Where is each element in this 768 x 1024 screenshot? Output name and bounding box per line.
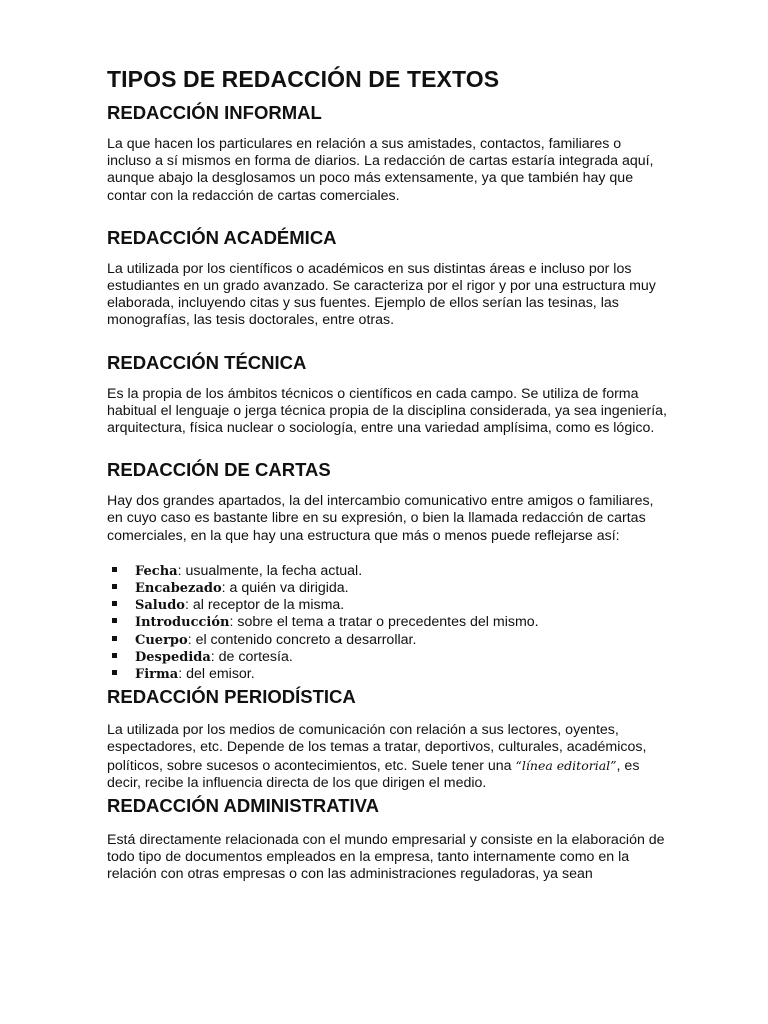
bullet-icon [112,618,117,623]
list-item-text: : usualmente, la fecha actual. [177,562,363,579]
document-title: TIPOS DE REDACCIÓN DE TEXTOS [107,66,500,92]
list-item-term: Introducción [135,615,230,631]
list-item [112,580,667,597]
section-cartas [107,459,667,683]
list-item [112,597,667,614]
bullet-icon [112,567,117,572]
section-heading: REDACCIÓN TÉCNICA [107,351,307,373]
section-tecnica [107,352,667,438]
list-item [112,649,667,666]
list-item-text: : de cortesía. [210,648,293,665]
section-informal [107,102,667,205]
bullet-icon [112,653,117,658]
section-academica [107,227,667,330]
list-item [112,614,667,631]
section-body: La que hacen los particulares en relación a sus amistades, contactos, familiares o incluso a sí mismos en forma de diarios. La redacción de cartas estaría integrada aquí, aunque abajo la desglosamos un poco más extensamente, ya que también hay que contar con la redacción de cartas comerciales. [107,136,654,204]
section-periodistica [107,686,667,792]
list-item-term: Saludo [135,598,185,614]
bullet-icon [112,601,117,606]
list-item-text: : al receptor de la misma. [184,597,345,614]
list-item-term: Firma [135,667,179,683]
list-item-text: : el contenido concreto a desarrollar. [187,631,417,648]
section-heading: REDACCIÓN ADMINISTRATIVA [107,795,380,817]
document-page [107,64,667,906]
section-heading: REDACCIÓN ACADÉMICA [107,226,337,248]
list-item-term: Cuerpo [135,632,188,648]
section-heading: REDACCIÓN PERIODÍSTICA [107,686,356,708]
section-body-text: La utilizada por los medios de comunicación con relación a sus lectores, oyentes, espectadores, etc. Depende de los temas a tratar, deportivos, culturales, académicos, políticos, sobre sucesos o acontecimientos, etc. Suele tener una [107,722,647,774]
list-item [112,632,667,649]
section-body: Está directamente relacionada con el mundo empresarial y consiste en la elaboración de todo tipo de documentos empleados en la empresa, tanto internamente como en la relación con otras empresas o con las administraciones reguladoras, ya sean [107,832,665,883]
list-item-text: : del emisor. [178,666,255,683]
section-body: La utilizada por los científicos o académicos en sus distintas áreas e incluso por los estudiantes en un grado avanzado. Se caracteriza por el rigor y por una estructura muy elaborada, incluyendo citas y sus fuentes. Ejemplo de ellos serían las tesinas, las monografías, las tesis doctorales, entre otras. [107,260,656,329]
section-body: Hay dos grandes apartados, la del intercambio comunicativo entre amigos o familiares, en cuyo caso es bastante libre en su expresión, o bien la llamada redacción de cartas comerciales, en la que hay una estructura que más o menos puede reflejarse así: [107,493,654,544]
section-administrativa [107,795,667,884]
bullet-icon [112,636,117,641]
section-body [107,722,667,792]
list-item [112,563,667,580]
list-item-text: : sobre el tema a tratar o precedentes del mismo. [229,614,539,631]
section-heading: REDACCIÓN DE CARTAS [107,459,331,481]
letter-structure-list [107,563,667,683]
section-body-text: , es decir, recibe la influencia directa de los que dirigen el medio. [107,757,640,791]
list-item-term: Fecha [135,563,178,579]
list-item-term: Despedida [135,649,211,665]
section-heading: REDACCIÓN INFORMAL [107,102,322,123]
list-item-term: Encabezado [135,581,222,597]
section-body: Es la propia de los ámbitos técnicos o científicos en cada campo. Se utiliza de forma habitual el lenguaje o jerga técnica propia de la disciplina considerada, ya sea ingeniería, arquitectura, física nuclear o sociología, entre una variedad amplísima, como es lógico. [107,385,667,437]
list-item-text: : a quién va dirigida. [221,580,349,597]
bullet-icon [112,584,117,589]
section-body-emphasis: “línea editorial” [515,757,617,773]
list-item [112,666,667,683]
bullet-icon [112,670,117,675]
